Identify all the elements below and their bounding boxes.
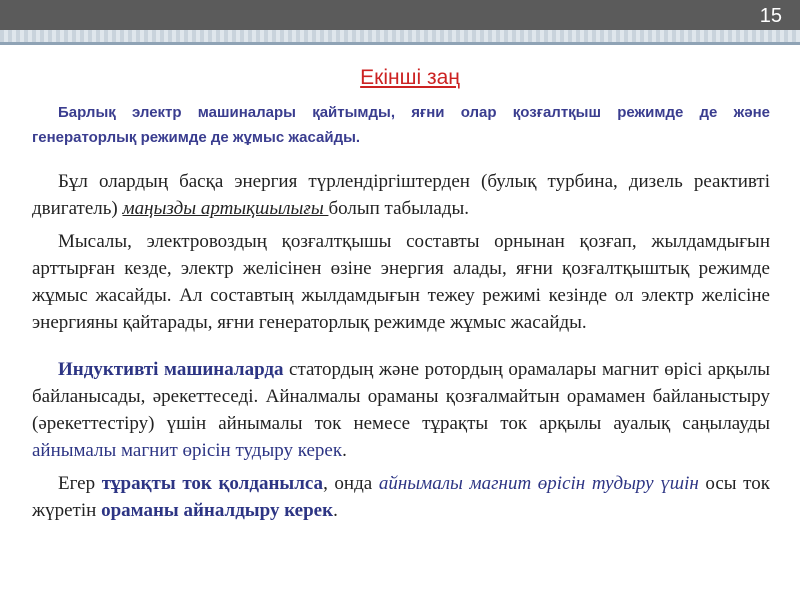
paragraph-dc-bold-a: тұрақты ток қолданылса xyxy=(101,473,324,494)
paragraph-dc-text-d: . xyxy=(333,500,338,521)
paragraph-advantage-underlined: маңызды артықшылығы xyxy=(122,198,329,219)
decorative-line xyxy=(0,42,800,45)
intro-paragraph: Барлық электр машиналары қайтымды, яғни олар қозғалтқыш режимде де және генераторлық режимде де жұмыс жасайды. xyxy=(32,104,770,146)
paragraph-advantage xyxy=(32,168,770,222)
paragraph-dc-text-a: Егер xyxy=(58,473,102,494)
paragraph-induction-bold: Индуктивті машиналарда xyxy=(58,359,284,380)
slide-title: Екінші заң xyxy=(360,66,460,89)
decorative-stripe xyxy=(0,30,800,42)
top-bar xyxy=(0,0,800,30)
paragraph-dc-text-c: осы ток жүретін xyxy=(32,473,770,521)
paragraph-induction-text-b: . xyxy=(342,440,347,461)
paragraph-dc xyxy=(32,470,770,524)
slide-number: 15 xyxy=(759,5,782,27)
paragraph-dc-bold-b: ораманы айналдыру керек xyxy=(101,500,334,521)
paragraph-example: Мысалы, электровоздың қозғалтқышы составты орнынан қозғап, жылдамдығын арттырған кезде, электр желісінен өзіне энергия алады, яғни қозғалтқыштық режимде жұмыс жасайды. Ал составтың жылдамдығын тежеу режимі кезінде ол электр желісіне энергияны қайтарады, яғни генераторлық режимде жұмыс жасайды. xyxy=(32,231,770,333)
paragraph-induction-text-a: статордың және ротордың орамалары магнит өрісі арқылы байланысады, әрекеттеседі. Айналмалы ораманы қозғалмайтын орамамен байланыстыру (әрекеттестіру) үшін айнымалы ток немесе тұрақты ток арқылы ауалық саңылауды xyxy=(32,359,770,434)
slide-content xyxy=(32,100,770,524)
paragraph-dc-text-b: , онда xyxy=(323,473,379,494)
paragraph-advantage-text-a: Бұл олардың басқа энергия түрлендіргіштерден (булық турбина, дизель реактивті двигатель) xyxy=(32,171,770,219)
paragraph-induction-blue: айнымалы магнит өрісін тудыру керек xyxy=(32,440,343,461)
paragraph-induction xyxy=(32,356,770,464)
paragraph-advantage-text-b: болып табылады. xyxy=(328,198,470,219)
paragraph-dc-italic: айнымалы магнит өрісін тудыру үшін xyxy=(378,473,699,494)
